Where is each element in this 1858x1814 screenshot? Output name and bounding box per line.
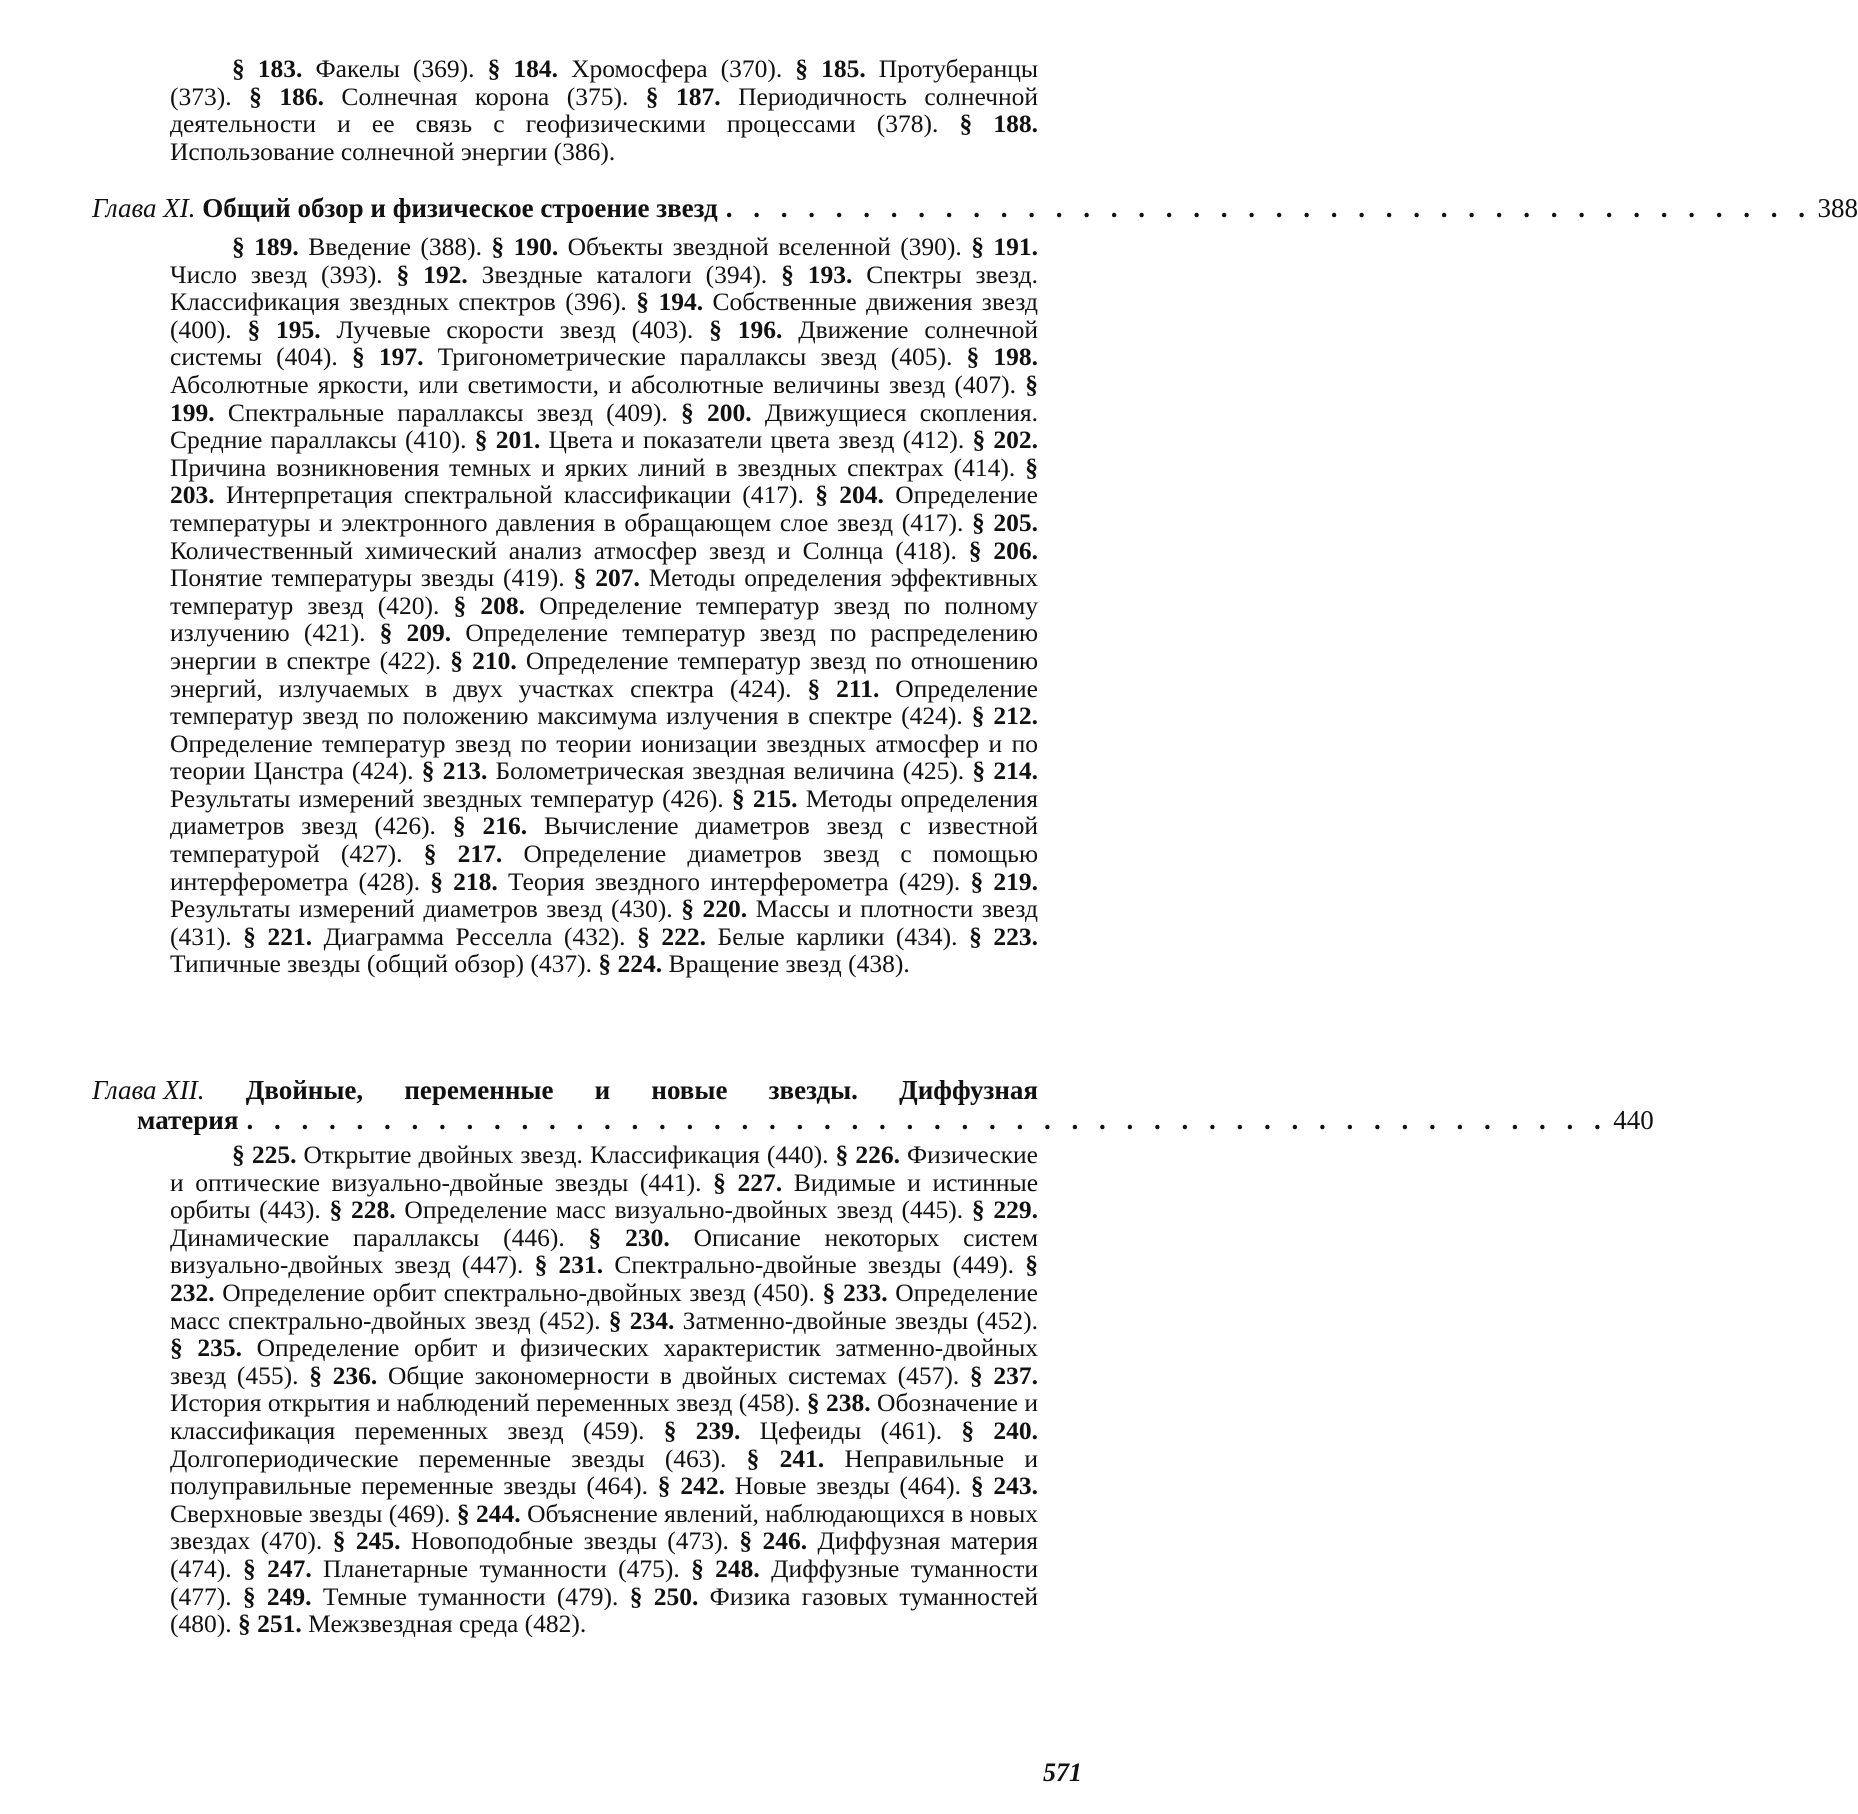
section-number: § 238. — [806, 1388, 871, 1418]
section-title: Определение орбит и физических характеристик затменно-двойных звезд (455). — [170, 1333, 1038, 1390]
chapter-12-label: Глава XII. — [92, 1075, 205, 1105]
section-title: Белые карлики (434). — [706, 921, 970, 951]
section-number: § 189. — [232, 232, 299, 261]
chapter-11-text — [170, 233, 1038, 978]
section-title: Лучевые скорости звезд (403). — [320, 314, 710, 344]
section-number: § 209. — [379, 618, 452, 648]
section-number: § 244. — [456, 1498, 521, 1528]
section-number: § 251. — [237, 1609, 302, 1639]
section-number: § 184. — [487, 54, 559, 83]
chapter-11-title: Общий обзор и физическое строение звезд — [202, 193, 718, 223]
section-title: Тригонометрические параллаксы звезд (405). — [423, 342, 967, 372]
page-number: 571 — [1043, 1758, 1082, 1787]
section-number: § 191. — [971, 232, 1038, 261]
section-number: § 198. — [966, 342, 1039, 372]
chapter-12-text — [170, 1141, 1038, 1638]
section-number: § 226. — [835, 1140, 900, 1169]
section-number: § 228. — [329, 1195, 396, 1225]
chapter-12-line-1 — [92, 1075, 1038, 1105]
section-number: § 205. — [972, 507, 1038, 537]
chapter-11-heading — [92, 193, 1858, 223]
section-number: § 227. — [713, 1167, 783, 1197]
section-number: § 212. — [971, 701, 1038, 731]
section-number: § 223. — [969, 921, 1039, 951]
section-title: Методы определения эффективных температур звезд (420). — [170, 563, 1039, 620]
section-title: Интерпретация спектральной классификации (417). — [214, 480, 816, 510]
chapter-12-title-word: и — [594, 1075, 611, 1105]
section-number: § 216. — [452, 811, 528, 841]
section-title: Определение температур звезд по положению максимума излучения в спектре (424). — [170, 673, 1038, 731]
section-title: Диаграмма Ресселла (432). — [312, 921, 638, 951]
section-number: § 215. — [731, 783, 798, 813]
section-title: Новоподобные звезды (473). — [400, 1526, 740, 1556]
section-number: § 197. — [351, 342, 424, 372]
section-number: § 214. — [972, 756, 1038, 786]
section-title: Диффузная материя (474). — [170, 1526, 1039, 1583]
section-number: § 217. — [423, 839, 503, 869]
section-number: § 225. — [232, 1140, 297, 1169]
section-number: § 245. — [332, 1526, 401, 1556]
section-title: Цефеиды (461). — [740, 1415, 962, 1445]
chapter-11-label: Глава XI. — [92, 193, 196, 223]
section-number: § 246. — [739, 1526, 808, 1556]
section-title: Движение солнечной системы (404). — [170, 314, 1038, 372]
section-title: Число звезд (393). — [170, 259, 397, 289]
section-title: Объекты звездной вселенной (390). — [558, 232, 972, 261]
section-title: Определение масс визуально-двойных звезд (445). — [395, 1195, 972, 1225]
section-title: Цвета и показатели цвета звезд (412). — [540, 425, 973, 455]
chapter-12-title-word: Диффузная — [899, 1075, 1038, 1105]
section-title: Планетарные туманности (475). — [311, 1553, 692, 1583]
section-number: § 185. — [795, 54, 866, 83]
section-number: § 210. — [450, 645, 517, 675]
section-number: § 247. — [242, 1553, 312, 1583]
section-number: § 221. — [243, 921, 313, 951]
section-title: Видимые и истинные орбиты (443). — [170, 1167, 1039, 1225]
section-number: § 194. — [636, 287, 704, 317]
section-title: Протуберанцы (373). — [170, 54, 1039, 111]
section-number: § 200. — [680, 397, 752, 427]
section-title: Болометрическая звездная величина (425). — [487, 756, 973, 786]
section-title: Использование солнечной энергии (386). — [170, 136, 616, 166]
section-title: Хромосфера (370). — [558, 54, 796, 83]
chapter-12-page: 440 — [1613, 1105, 1654, 1135]
section-number: § 218. — [430, 866, 498, 896]
chapter-11-line — [92, 193, 1858, 223]
section-number: § 233. — [822, 1277, 888, 1307]
section-title: Описание некоторых систем визуально-двойных звезд (447). — [170, 1222, 1039, 1280]
section-title: Межзвездная среда (482). — [301, 1609, 587, 1639]
section-number: § 196. — [709, 314, 783, 344]
intro-text — [170, 55, 1038, 165]
chapter-12-title-word: звезды. — [768, 1075, 858, 1105]
section-title: Спектры звезд. Классификация звездных спектров (396). — [170, 259, 1039, 317]
section-number: § 195. — [247, 314, 321, 344]
section-title: Массы и плотности звезд (431). — [170, 894, 1038, 951]
section-title: Результаты измерений звездных температур (426). — [170, 783, 732, 813]
section-title: Определение температур звезд по полному излучению (421). — [170, 590, 1038, 648]
section-title: Звездные каталоги (394). — [467, 259, 782, 289]
section-number: § 234. — [608, 1305, 675, 1335]
section-title: Динамические параллаксы (446). — [170, 1222, 589, 1252]
section-title: Факелы (369). — [302, 54, 488, 83]
section-title: Диффузные туманности (477). — [170, 1553, 1039, 1611]
section-title: Спектральные параллаксы звезд (409). — [214, 397, 681, 427]
section-title: Типичные звезды (общий обзор) (437). — [170, 949, 599, 979]
section-title: Общие закономерности в двойных системах (457). — [377, 1360, 970, 1390]
section-number: § 187. — [645, 81, 721, 111]
section-title: Определение температур звезд по отношению энергий, излучаемых в двух участках спектра (424). — [170, 645, 1039, 703]
section-number: § 235. — [170, 1333, 242, 1363]
section-title: Вращение звезд (438). — [662, 949, 910, 979]
section-number: § 222. — [637, 921, 706, 951]
section-number: § 239. — [663, 1415, 741, 1445]
leader-dots: . . . . . . . . . . . . . . . . . . . . . . . . . . . . . . . . . . . . . . . . — [725, 193, 1812, 223]
section-title: Понятие температуры звезды (419). — [170, 563, 574, 593]
section-number: § 190. — [491, 232, 559, 261]
section-number: § 224. — [598, 949, 663, 979]
section-title: Введение (388). — [298, 232, 492, 261]
section-number: § 231. — [534, 1250, 604, 1280]
section-number: § 206. — [968, 535, 1038, 565]
section-title: Открытие двойных звезд. Классификация (440). — [296, 1140, 836, 1169]
section-title: Долгопериодические переменные звезды (463). — [170, 1443, 747, 1473]
section-title: Затменно-двойные звезды (452). — [674, 1305, 1038, 1335]
section-number: § 220. — [681, 894, 748, 924]
section-title: Вычисление диаметров звезд с известной температурой (427). — [170, 811, 1039, 869]
section-title: Определение температур звезд по теории ионизации звездных атмосфер и по теории Цанстра (424). — [170, 728, 1038, 786]
section-title: История открытия и наблюдений переменных звезд (458). — [170, 1388, 807, 1418]
chapter-12-contents — [170, 1141, 1038, 1638]
section-number: § 240. — [961, 1415, 1039, 1445]
section-title: Физика газовых туманностей (480). — [170, 1581, 1038, 1639]
section-number: § 208. — [453, 590, 526, 620]
chapter-11-page: 388 — [1817, 193, 1858, 223]
section-title: Определение температур звезд по распределению энергии в спектре (422). — [170, 618, 1038, 675]
section-number: § 188. — [959, 109, 1039, 139]
section-number: § 204. — [815, 480, 884, 510]
section-number: § 249. — [242, 1581, 312, 1611]
section-number: § 193. — [781, 259, 853, 289]
section-number: § 199. — [170, 369, 1038, 427]
section-title: Собственные движения звезд (400). — [170, 287, 1038, 344]
section-number: § 201. — [474, 425, 541, 455]
section-title: Сверхновые звезды (469). — [170, 1498, 457, 1528]
section-title: Движущиеся скопления. Средние параллаксы (410). — [170, 397, 1039, 455]
section-title: Абсолютные яркости, или светимости, и абсолютные величины звезд (407). — [170, 369, 1026, 399]
section-title: Новые звезды (464). — [724, 1471, 971, 1501]
section-number: § 183. — [232, 54, 303, 83]
section-title: Спектрально-двойные звезды (449). — [603, 1250, 1026, 1280]
section-title: Методы определения диаметров звезд (426). — [170, 783, 1038, 841]
section-number: § 229. — [971, 1195, 1039, 1225]
section-number: § 230. — [588, 1222, 670, 1252]
chapter-12-line-2 — [92, 1105, 1654, 1135]
section-title: Обозначение и классификация переменных звезд (459). — [170, 1388, 1039, 1445]
section-title: Теория звездного интерферометра (429). — [497, 866, 971, 896]
section-title: Объяснение явлений, наблюдающихся в новых звездах (470). — [170, 1498, 1038, 1556]
section-number: § 236. — [309, 1360, 378, 1390]
chapter-11-contents — [170, 233, 1038, 978]
intro-paragraph — [170, 55, 1038, 165]
section-title: Определение диаметров звезд с помощью интерферометра (428). — [170, 839, 1038, 896]
section-number: § 250. — [629, 1581, 699, 1611]
chapter-12-title-word: переменные — [404, 1075, 554, 1105]
section-title: Определение орбит спектрально-двойных звезд (450). — [214, 1277, 823, 1307]
section-number: § 213. — [421, 756, 488, 786]
section-title: Солнечная корона (375). — [323, 81, 646, 111]
section-number: § 219. — [970, 866, 1038, 896]
leader-dots: . . . . . . . . . . . . . . . . . . . . . . . . . . . . . . . . . . . . . . . . . . . . . . . . . . — [246, 1105, 1608, 1135]
section-number: § 243. — [970, 1471, 1038, 1501]
section-number: § 237. — [969, 1360, 1039, 1390]
chapter-12-title-cont: материя — [137, 1105, 239, 1135]
section-number: § 242. — [657, 1471, 725, 1501]
chapter-12-title-word: Двойные, — [245, 1075, 364, 1105]
section-number: § 207. — [573, 563, 640, 593]
section-title: Результаты измерений диаметров звезд (430). — [170, 894, 682, 924]
section-number: § 241. — [746, 1443, 825, 1473]
section-title: Неправильные и полуправильные переменные звезды (464). — [170, 1443, 1039, 1501]
section-title: Определение температуры и электронного давления в обращающем слое звезд (417). — [170, 480, 1038, 537]
section-title: Физические и оптические визуально-двойные звезды (441). — [170, 1140, 1038, 1197]
section-number: § 203. — [170, 452, 1038, 510]
section-title: Количественный химический анализ атмосфер звезд и Солнца (418). — [170, 535, 969, 565]
section-title: Причина возникновения темных и ярких линий в звездных спектрах (414). — [170, 452, 1026, 482]
section-number: § 192. — [396, 259, 468, 289]
chapter-12-title-word: новые — [651, 1075, 728, 1105]
section-title: Периодичность солнечной деятельности и ее связь с геофизическими процессами (378). — [170, 81, 1038, 139]
section-number: § 248. — [691, 1553, 760, 1583]
section-number: § 211. — [807, 673, 880, 703]
section-number: § 232. — [170, 1250, 1038, 1307]
section-number: § 202. — [972, 425, 1039, 455]
chapter-12-heading — [92, 1075, 1654, 1135]
section-title: Определение масс спектрально-двойных звезд (452). — [170, 1277, 1038, 1335]
section-title: Темные туманности (479). — [311, 1581, 630, 1611]
section-number: § 186. — [249, 81, 324, 111]
